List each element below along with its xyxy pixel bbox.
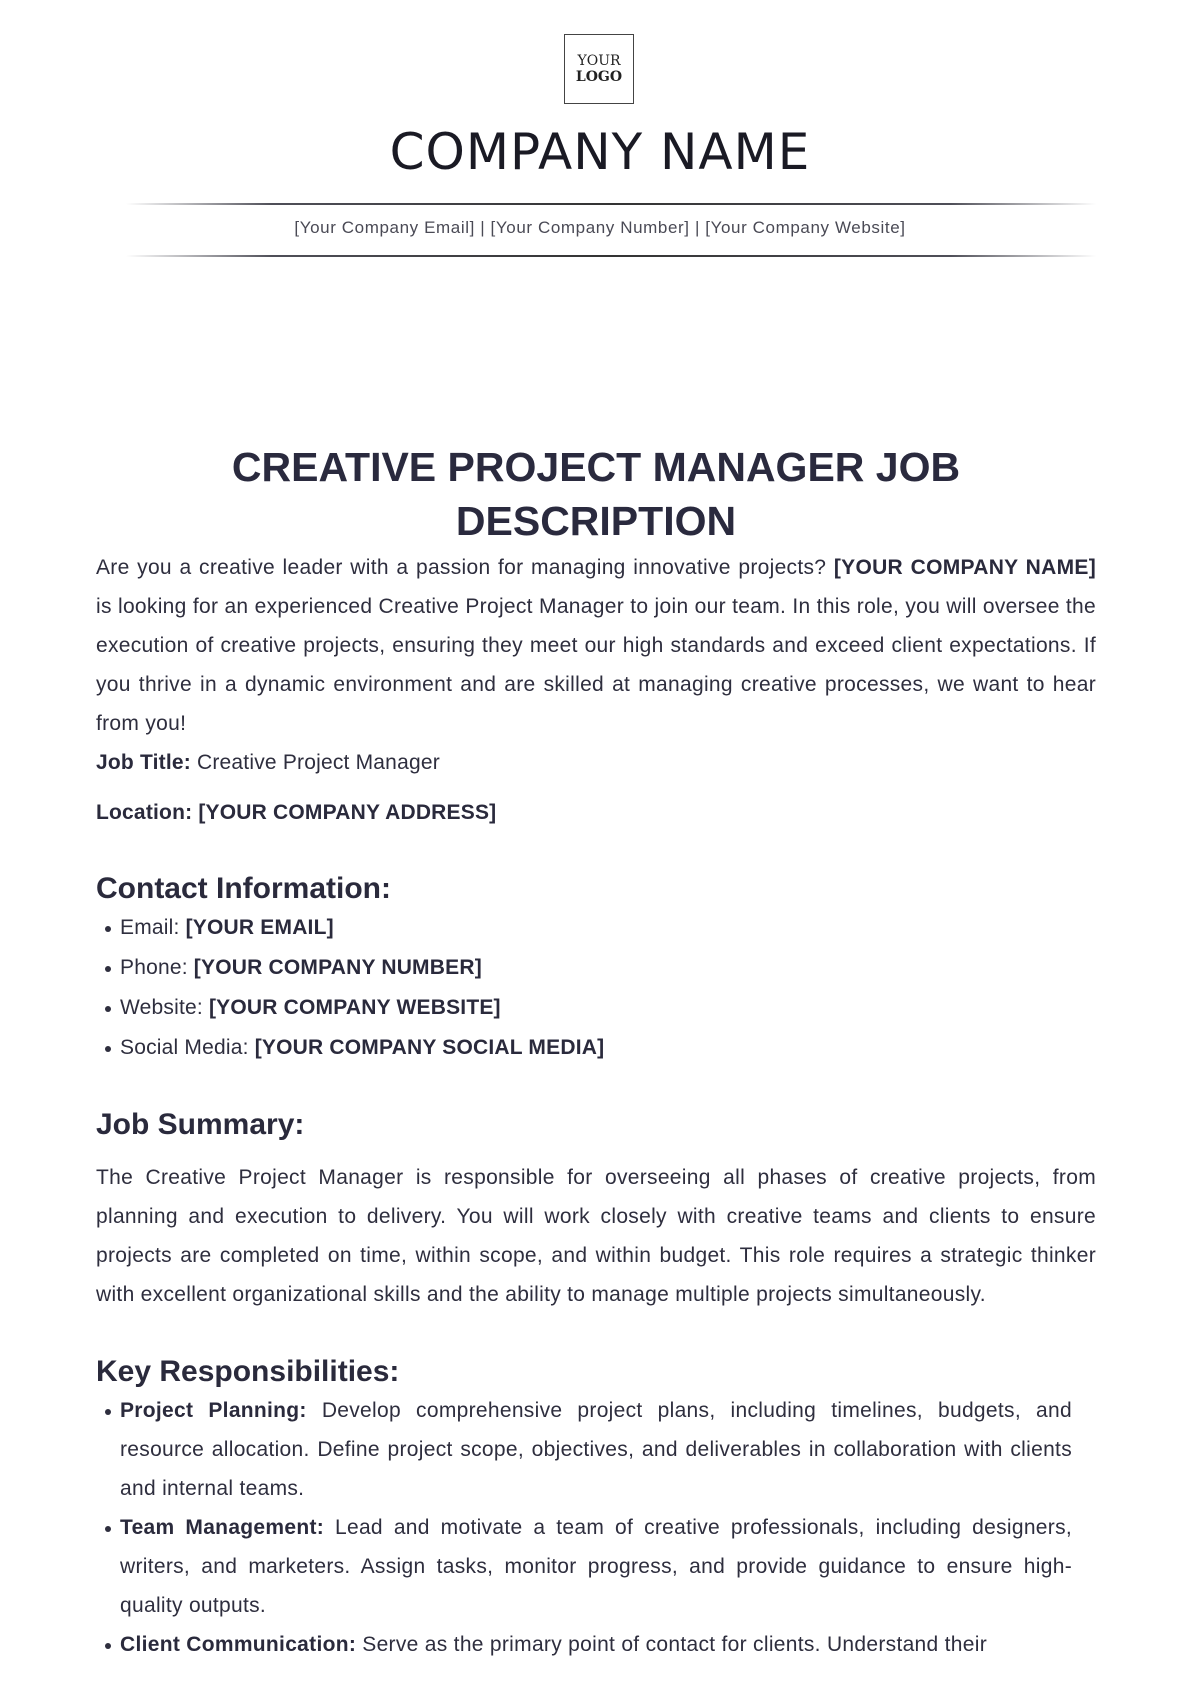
header-divider-top bbox=[126, 203, 1096, 205]
contact-label: Social Media: bbox=[120, 1036, 255, 1059]
contact-heading: Contact Information: bbox=[96, 872, 391, 905]
document-title bbox=[96, 440, 1096, 548]
responsibilities-heading: Key Responsibilities: bbox=[96, 1355, 400, 1388]
company-name: COMPANY NAME bbox=[389, 123, 811, 181]
contact-value: [YOUR COMPANY WEBSITE] bbox=[208, 996, 501, 1019]
logo-line-1: YOUR bbox=[577, 53, 621, 69]
contact-item-website bbox=[96, 988, 1096, 1028]
contact-value: [YOUR EMAIL] bbox=[185, 916, 334, 939]
document-title-line-1: CREATIVE PROJECT MANAGER JOB bbox=[231, 444, 961, 490]
contact-item-social-media bbox=[96, 1028, 1096, 1068]
intro-text-2: is looking for an experienced Creative Project Manager to join our team. In this role, you will oversee the execution of creative projects, ensuring they meet our high standards and exceed client expectations. If you thrive in a dynamic environment and are skilled at managing creative processes, we want to hear from you! bbox=[96, 595, 1096, 735]
location-label: Location: bbox=[96, 801, 193, 824]
header-divider-bottom bbox=[126, 255, 1096, 257]
responsibility-item bbox=[96, 1508, 1072, 1625]
location-field bbox=[96, 793, 1096, 832]
job-title-field bbox=[96, 743, 1096, 782]
intro-company-placeholder: [YOUR COMPANY NAME] bbox=[833, 556, 1096, 579]
job-title-value: Creative Project Manager bbox=[190, 751, 440, 774]
responsibility-title: Client Communication: bbox=[120, 1633, 357, 1656]
logo-line-2: LOGO bbox=[575, 69, 623, 85]
responsibility-text: Serve as the primary point of contact for clients. Understand their bbox=[356, 1633, 987, 1656]
contact-item-phone bbox=[96, 948, 1096, 988]
header-contact-line: [Your Company Email] | [Your Company Number] | [Your Company Website] bbox=[294, 218, 906, 237]
contact-value: [YOUR COMPANY NUMBER] bbox=[193, 956, 482, 979]
contact-value: [YOUR COMPANY SOCIAL MEDIA] bbox=[254, 1036, 605, 1059]
responsibilities-list bbox=[96, 1391, 1072, 1664]
document-title-line-2: DESCRIPTION bbox=[455, 498, 737, 544]
responsibility-item bbox=[96, 1391, 1072, 1508]
responsibility-text: Develop comprehensive project plans, including timelines, budgets, and resource allocation. Define project scope, objectives, and deliverables in collaboration with clients and internal teams. bbox=[120, 1399, 1072, 1500]
contact-label: Email: bbox=[120, 916, 186, 939]
responsibility-item bbox=[96, 1625, 1072, 1664]
intro-text-1: Are you a creative leader with a passion for managing innovative projects? bbox=[96, 556, 834, 579]
responsibility-title: Project Planning: bbox=[120, 1399, 307, 1422]
intro-paragraph bbox=[96, 548, 1096, 743]
summary-heading: Job Summary: bbox=[96, 1108, 305, 1141]
contact-list bbox=[96, 908, 1096, 1068]
location-value: [YOUR COMPANY ADDRESS] bbox=[192, 801, 497, 824]
responsibility-title: Team Management: bbox=[120, 1516, 325, 1539]
responsibility-text: Lead and motivate a team of creative professionals, including designers, writers, and marketers. Assign tasks, monitor progress, and provide guidance to ensure high-quality outputs. bbox=[120, 1516, 1072, 1617]
contact-label: Website: bbox=[120, 996, 209, 1019]
company-logo bbox=[564, 34, 634, 104]
summary-paragraph: The Creative Project Manager is responsible for overseeing all phases of creative projects, from planning and execution to delivery. You will work closely with creative teams and clients to ensure projects are completed on time, within scope, and within budget. This role requires a strategic thinker with excellent organizational skills and the ability to manage multiple projects simultaneously. bbox=[96, 1166, 1096, 1306]
contact-label: Phone: bbox=[120, 956, 194, 979]
document-body bbox=[96, 440, 1096, 1664]
job-title-label: Job Title: bbox=[96, 751, 191, 774]
contact-item-email bbox=[96, 908, 1096, 948]
